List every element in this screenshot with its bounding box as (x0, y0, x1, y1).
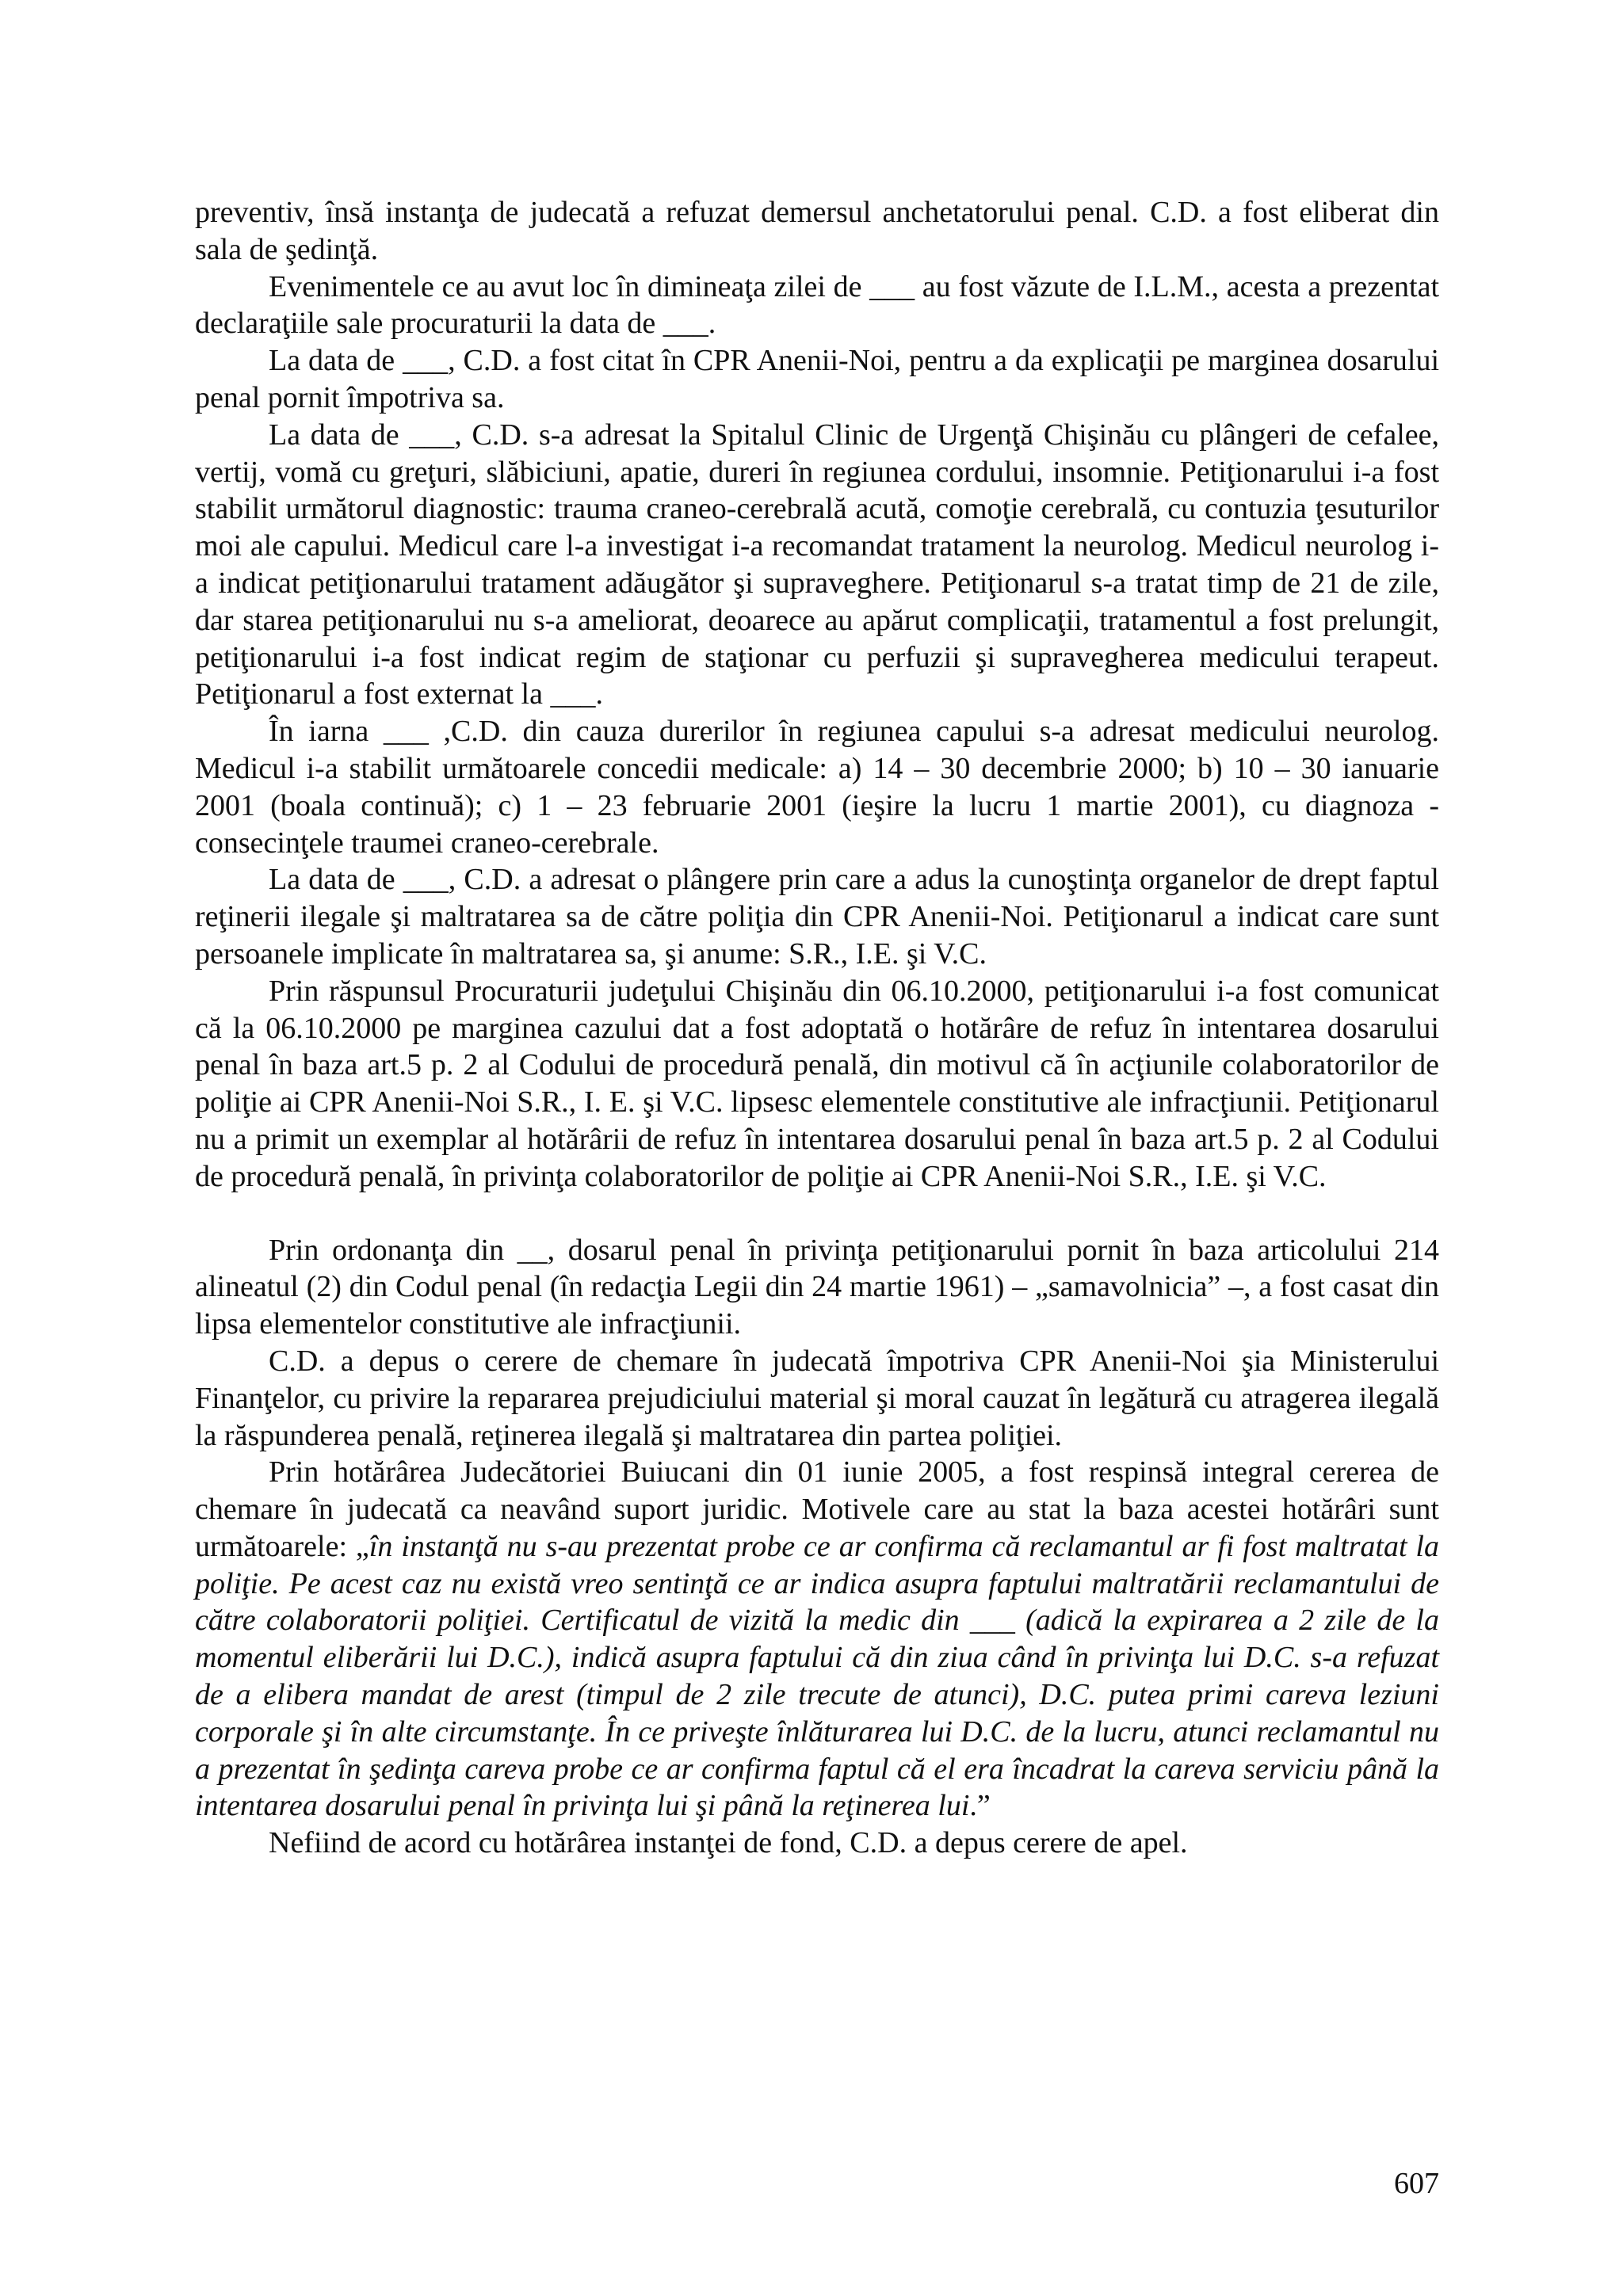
paragraph-court-decision (195, 1454, 1439, 1825)
court-decision-quote: în instanţă nu s-au prezentat probe ce ar confirma că reclamantul ar fi fost maltratat la poliţie. Pe acest caz nu există vreo sentinţă ce ar indica asupra faptului maltratării reclamantului de către colaboratorii poliţiei. Certificatul de vizită la medic din ___ (adică la expirarea a 2 zile de la momentul eliberării lui D.C.), indică asupra faptului că din ziua când în privinţa lui D.C. s-a refuzat de a elibera mandat de arest (timpul de 2 zile trecute de atunci), D.C. putea primi careva leziuni corporale şi în alte circumstanţe. În ce priveşte înlăturarea lui D.C. de la lucru, atunci reclamantul nu a prezentat în şedinţa careva probe ce ar confirma faptul că el era încadrat la careva serviciu până la intentarea dosarului penal în privinţa lui şi până la reţinerea lui (195, 1529, 1439, 1823)
court-decision-intro: Prin hotărârea Judecătoriei Buiucani din 01 iunie 2005, a fost respinsă integral cererea de chemare în judecată ca neavând suport juridic. Motivele care au stat la baza acestei hotărâri sunt următoarele: „ (195, 1455, 1439, 1563)
paragraph-witness-statements: Evenimentele ce au avut loc în dimineaţa zilei de ___ au fost văzute de I.L.M., acesta a prezentat declaraţiile sale procuraturii la data de ___. (195, 269, 1439, 341)
court-decision-outro: .” (969, 1789, 991, 1823)
paragraph-appeal: Nefiind de acord cu hotărârea instanţei de fond, C.D. a depus cerere de apel. (269, 1826, 1188, 1860)
paragraph-hospital-diagnosis: La data de ___, C.D. s-a adresat la Spitalul Clinic de Urgenţă Chişinău cu plângeri de cefalee, vertij, vomă cu greţuri, slăbiciuni, apatie, dureri în regiunea cordului, insomnie. Petiţionarului i-a fost stabilit următorul diagnostic: trauma craneo-cerebrală acută, comoţie cerebrală, cu contuzia ţesuturilor moi ale capului. Medicul care l-a investigat i-a recomandat tratament la neurolog. Medicul neurolog i-a indicat petiţionarului tratament adăugător şi supraveghere. Petiţionarul s-a tratat timp de 21 de zile, dar starea petiţionarului nu s-a ameliorat, deoarece au apărut complicaţii, tratamentul a fost prelungit, petiţionarului i-a fost indicat regim de staţionar cu perfuzii şi supravegherea medicului terapeut. Petiţionarul a fost externat la ___. (195, 418, 1439, 711)
paragraph-summons: La data de ___, C.D. a fost citat în CPR Anenii-Noi, pentru a da explicaţii pe marginea dosarului penal pornit împotriva sa. (195, 344, 1439, 414)
paragraph-detention-refused: preventiv, însă instanţa de judecată a refuzat demersul anchetatorului penal. C.D. a fost eliberat din sala de şedinţă. (195, 196, 1439, 266)
paragraph-complaint: La data de ___, C.D. a adresat o plângere prin care a adus la cunoştinţa organelor de drept faptul reţinerii ilegale şi maltratarea sa de către poliţia din CPR Anenii-Noi. Petiţionarul a indicat care sunt persoanele implicate în maltratarea sa, şi anume: S.R., I.E. şi V.C. (195, 863, 1439, 971)
paragraph-prosecutor-reply: Prin răspunsul Procuraturii judeţului Chişinău din 06.10.2000, petiţionarului i-a fost comunicat că la 06.10.2000 pe marginea cazului dat a fost adoptată o hotărâre de refuz în intentarea dosarului penal în baza art.5 p. 2 al Codului de procedură penală, din motivul că în acţiunile colaboratorilor de poliţie ai CPR Anenii-Noi S.R., I. E. şi V.C. lipsesc elementele constitutive ale infracţiunii. Petiţionarul nu a primit un exemplar al hotărârii de refuz în intentarea dosarului penal în baza art.5 p. 2 al Codului de procedură penală, în privinţa colaboratorilor de poliţie ai CPR Anenii-Noi S.R., I.E. şi V.C. (195, 974, 1439, 1193)
document-body (195, 194, 1439, 1862)
paragraph-civil-claim: C.D. a depus o cerere de chemare în judecată împotriva CPR Anenii-Noi şia Ministerului Finanţelor, cu privire la repararea prejudiciului material şi moral cauzat în legătură cu atragerea ilegală la răspunderea penală, reţinerea ilegală şi maltratarea din partea poliţiei. (195, 1344, 1439, 1452)
page-number: 607 (1394, 2167, 1439, 2200)
paragraph-medical-leave: În iarna ___ ,C.D. din cauza durerilor în regiunea capului s-a adresat medicului neurolog. Medicul i-a stabilit următoarele concedii medicale: a) 14 – 30 decembrie 2000; b) 10 – 30 ianuarie 2001 (boala continuă); c) 1 – 23 februarie 2001 (ieşire la lucru 1 martie 2001), cu diagnoza - consecinţele traumei craneo-cerebrale. (195, 715, 1439, 860)
paragraph-case-dismissed: Prin ordonanţa din __, dosarul penal în privinţa petiţionarului pornit în baza articolului 214 alineatul (2) din Codul penal (în redacţia Legii din 24 martie 1961) – „samavolnicia” –, a fost casat din lipsa elementelor constitutive ale infracţiunii. (195, 1233, 1439, 1341)
